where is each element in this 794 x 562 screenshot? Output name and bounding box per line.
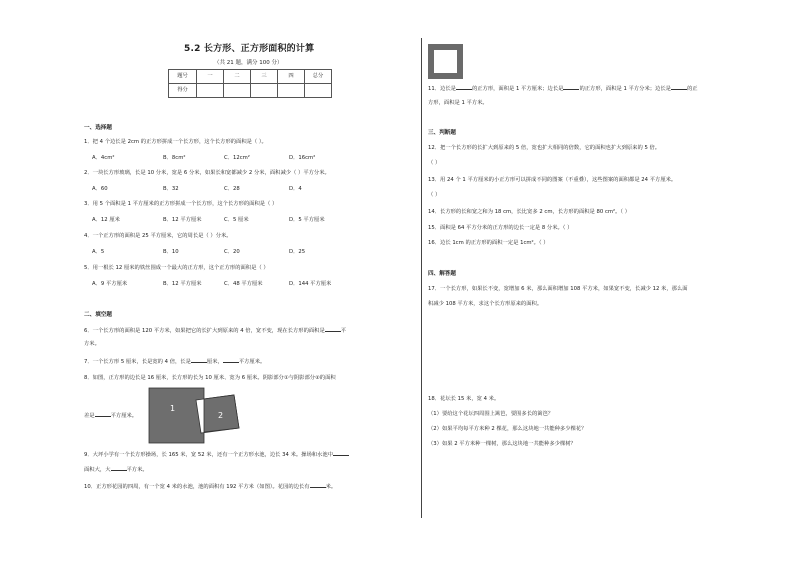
question-9-line-2: 面积大，大 平方米。 — [84, 467, 148, 473]
q8-figure — [148, 387, 244, 445]
question-15: 15．面积是 64 平方分米的正方形的边长一定是 8 分米。（ ） — [428, 225, 573, 231]
question-12-answer[interactable]: （ ） — [428, 160, 441, 166]
section-heading-fill: 二、填空题 — [84, 312, 112, 318]
question-18-part-1: （1）要给这个花坛四周围上篱笆，要围多长的篱笆？ — [428, 411, 554, 417]
score-cell: 四 — [278, 70, 305, 84]
q5-option-c: C．48 平方厘米 — [224, 281, 263, 287]
section-heading-solve: 四、解答题 — [428, 271, 456, 277]
answer-blank[interactable] — [325, 327, 341, 332]
q4-option-c: C．20 — [224, 249, 240, 255]
question-6-line-2: 方米。 — [84, 341, 100, 347]
q3-option-b: B．12 平方厘米 — [163, 217, 202, 223]
q2-option-d: D．4 — [289, 186, 302, 192]
q5-option-b: B．12 平方厘米 — [163, 281, 202, 287]
question-18-part-2: （2）如果平均每平方米种 2 棵花，那么这块地一共能种多少棵花？ — [428, 426, 587, 432]
answer-blank[interactable] — [310, 483, 326, 488]
question-8-line-2: 差是 平方厘米。 — [84, 413, 138, 419]
question-14: 14．长方形的长和宽之和为 18 cm，长比宽多 2 cm，长方形的面积是 80 cm²。（ ） — [428, 209, 631, 215]
score-cell: 三 — [251, 70, 278, 84]
page-subtitle: （共 21 题，满分 100 分） — [214, 60, 283, 66]
question-5-stem: 5．用一根长 12 厘米的铁丝围成一个最大的正方形，这个正方形的面积是（ ） — [84, 265, 269, 271]
q5-option-a: A．9 平方厘米 — [92, 281, 128, 287]
score-cell: 二 — [224, 70, 251, 84]
answer-blank[interactable] — [223, 358, 239, 363]
q2-option-a: A．60 — [92, 186, 108, 192]
question-1-stem: 1．把 4 个边长是 2cm 的正方形拼成一个长方形，这个长方形的面积是（ ）。 — [84, 139, 267, 145]
score-table-score-row — [169, 84, 332, 98]
question-10: 10．正方形花园的四周，有一个宽 4 米的水池，池的面积有 192 平方米（如图）。花园的边长有 米。 — [84, 484, 337, 490]
question-3-stem: 3．用 5 个面积是 1 平方厘米的正方形拼成一个长方形，这个长方形的面积是（ ） — [84, 201, 278, 207]
score-cell — [197, 84, 224, 98]
question-13-answer[interactable]: （ ） — [428, 192, 441, 198]
score-cell — [305, 84, 332, 98]
answer-blank[interactable] — [95, 412, 111, 417]
question-11-line-1: 11．边长是 的正方形，面积是 1 平方厘米；边长是 的正方形，面积是 1 平方分米；边长是 的正 — [428, 86, 698, 92]
score-cell — [278, 84, 305, 98]
question-17-line-2: 积减少 108 平方米，求这个长方形原来的面积。 — [428, 301, 543, 307]
q1-option-a: A．4cm² — [92, 155, 115, 161]
answer-blank[interactable] — [191, 358, 207, 363]
q3-option-c: C．5 厘米 — [224, 217, 249, 223]
question-6-line-1: 6．一个长方形的面积是 120 平方米，如果把它的长扩大到原来的 4 倍，宽不变，现在长方形的面积是 平 — [84, 328, 347, 334]
answer-blank[interactable] — [111, 466, 127, 471]
question-11-line-2: 方形，面积是 1 平方米。 — [428, 100, 488, 106]
score-cell: 总分 — [305, 70, 332, 84]
question-12-line-1: 12．把一个长方形的长扩大到原来的 5 倍，宽也扩大相同的倍数，它的面积也扩大到原来的 5 倍。 — [428, 145, 661, 151]
score-cell: 题号 — [169, 70, 197, 84]
question-8-line-1: 8．如图，正方形的边长是 16 厘米，长方形的长为 10 厘米、宽为 6 厘米。阴影部分①与阴影部分②的面积 — [84, 375, 336, 381]
q1-option-b: B．8cm² — [163, 155, 186, 161]
section-heading-choice: 一、选择题 — [84, 125, 112, 131]
q5-option-d: D．144 平方厘米 — [289, 281, 332, 287]
question-4-stem: 4．一个正方形的面积是 25 平方厘米，它的周长是（ ）分米。 — [84, 233, 232, 239]
column-divider — [421, 38, 422, 518]
answer-blank[interactable] — [333, 451, 349, 456]
question-9-line-1: 9．大坪小学有一个长方形操场，长 165 米，宽 52 米，还有一个正方形水池，边长 34 米。操场和水池中 — [84, 451, 349, 459]
label-region-2: 2 — [218, 411, 224, 420]
question-18-stem: 18．花坛长 15 米，宽 4 米。 — [428, 396, 500, 402]
question-16: 16．边长 1cm 的正方形的面积一定是 1cm²。（ ） — [428, 240, 549, 246]
answer-blank[interactable] — [456, 85, 472, 90]
q4-option-a: A．5 — [92, 249, 105, 255]
answer-blank[interactable] — [563, 85, 579, 90]
q1-option-c: C．12cm² — [224, 155, 250, 161]
question-7: 7．一个长方形 5 厘米，长是宽的 4 倍，长是 厘米， 平方厘米。 — [84, 359, 266, 365]
q4-option-d: D．25 — [289, 249, 306, 255]
q3-option-d: D．5 平方厘米 — [289, 217, 325, 223]
page-title: 5.2 长方形、正方形面积的计算 — [184, 44, 315, 54]
label-region-1: 1 — [170, 404, 176, 413]
section-heading-judge: 三、判断题 — [428, 130, 456, 136]
square-shape — [149, 388, 204, 443]
score-cell: 一 — [197, 70, 224, 84]
score-table — [168, 69, 332, 98]
score-cell — [224, 84, 251, 98]
question-13-line-1: 13．用 24 个 1 平方厘米的小正方形可以拼成不同的图案（不重叠），这些图案的面积都是 24 平方厘米。 — [428, 177, 677, 183]
question-2-stem: 2．一块长方形玻璃，长是 10 分米，宽是 6 分米，如果长和宽都减少 2 分米，面积减少（ ）平方分米。 — [84, 170, 330, 176]
q3-option-a: A．12 厘米 — [92, 217, 120, 223]
score-table-header-row — [169, 70, 332, 84]
q1-option-d: D．16cm² — [289, 155, 316, 161]
answer-blank[interactable] — [671, 85, 687, 90]
question-17-line-1: 17．一个长方形，如果长不变，宽增加 6 米，那么面积增加 108 平方米，如果宽不变，长减少 12 米，那么面 — [428, 286, 688, 292]
q2-option-c: C．28 — [224, 186, 240, 192]
score-cell — [251, 84, 278, 98]
q2-option-b: B．32 — [163, 186, 179, 192]
score-cell: 得分 — [169, 84, 197, 98]
question-18-part-3: （3）如果 2 平方米种一棵树，那么这块地一共能种多少棵树？ — [428, 441, 576, 447]
q4-option-b: B．10 — [163, 249, 179, 255]
q10-figure-garden — [434, 50, 457, 73]
